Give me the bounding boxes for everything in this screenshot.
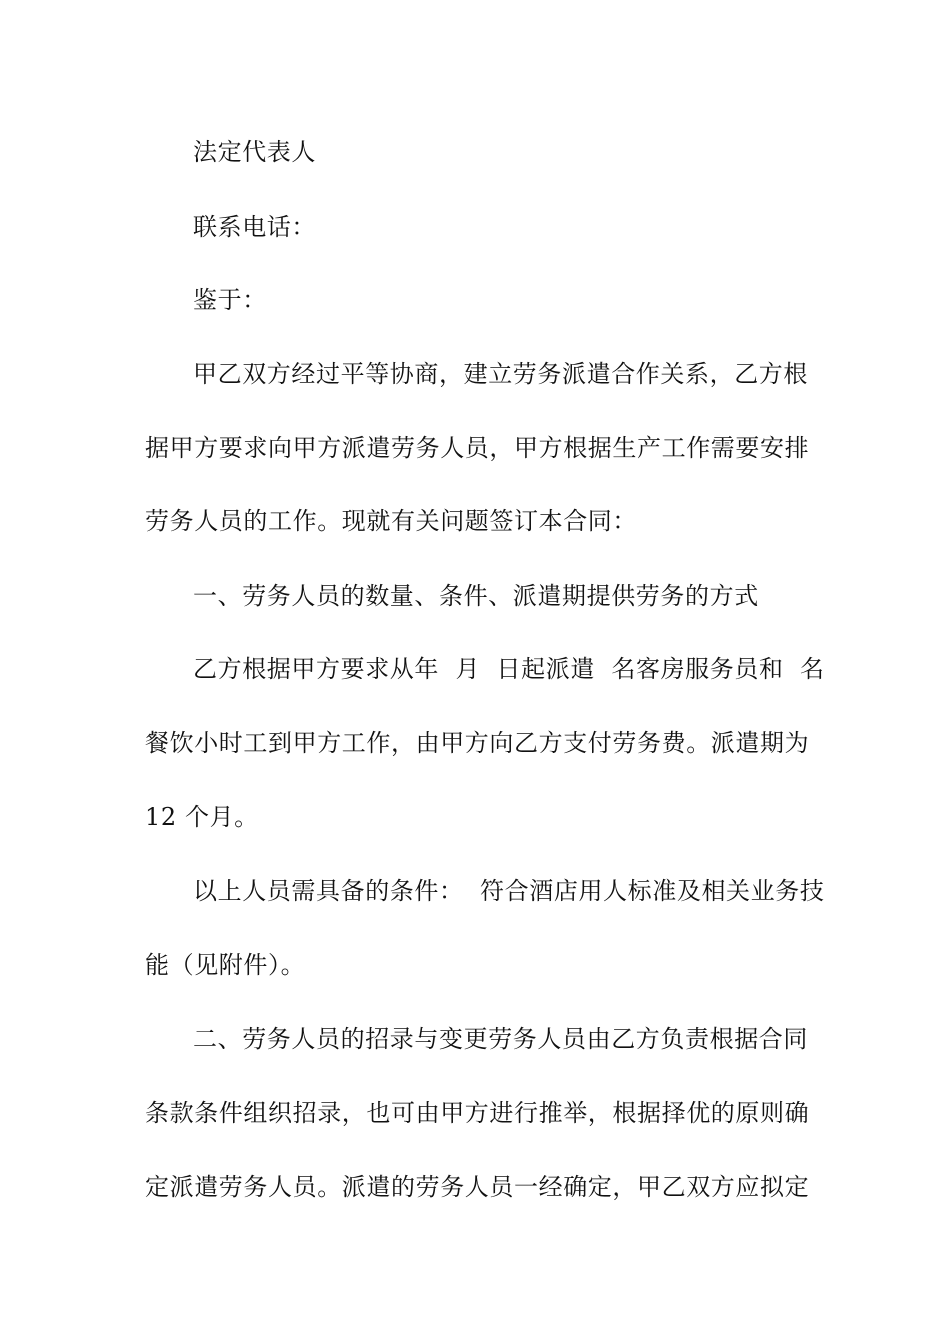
- paragraph-line: 甲乙双方经过平等协商，建立劳务派遣合作关系，乙方根: [193, 360, 808, 388]
- paragraph-line: 12 个月。: [145, 803, 259, 831]
- section-heading-one: 一、劳务人员的数量、条件、派遣期提供劳务的方式: [193, 582, 759, 610]
- paragraph-line: 据甲方要求向甲方派遣劳务人员，甲方根据生产工作需要安排: [145, 434, 810, 462]
- paragraph-line: 条款条件组织招录，也可由甲方进行推举，根据择优的原则确: [145, 1099, 810, 1127]
- paragraph-line: 劳务人员的工作。现就有关问题签订本合同：: [145, 507, 637, 535]
- paragraph-line: 定派遣劳务人员。派遣的劳务人员一经确定，甲乙双方应拟定: [145, 1173, 810, 1201]
- section-heading-two: 二、劳务人员的招录与变更劳务人员由乙方负责根据合同: [193, 1025, 808, 1053]
- contact-phone-line: 联系电话：: [193, 213, 316, 241]
- paragraph-line: 乙方根据甲方要求从年 月 日起派遣 名客房服务员和 名: [193, 655, 825, 683]
- paragraph-line: 以上人员需具备的条件： 符合酒店用人标准及相关业务技: [193, 877, 825, 905]
- whereas-line: 鉴于：: [193, 286, 267, 314]
- legal-representative-line: 法定代表人: [193, 138, 316, 166]
- paragraph-line: 能（见附件）。: [145, 951, 306, 979]
- paragraph-line: 餐饮小时工到甲方工作，由甲方向乙方支付劳务费。派遣期为: [145, 729, 810, 757]
